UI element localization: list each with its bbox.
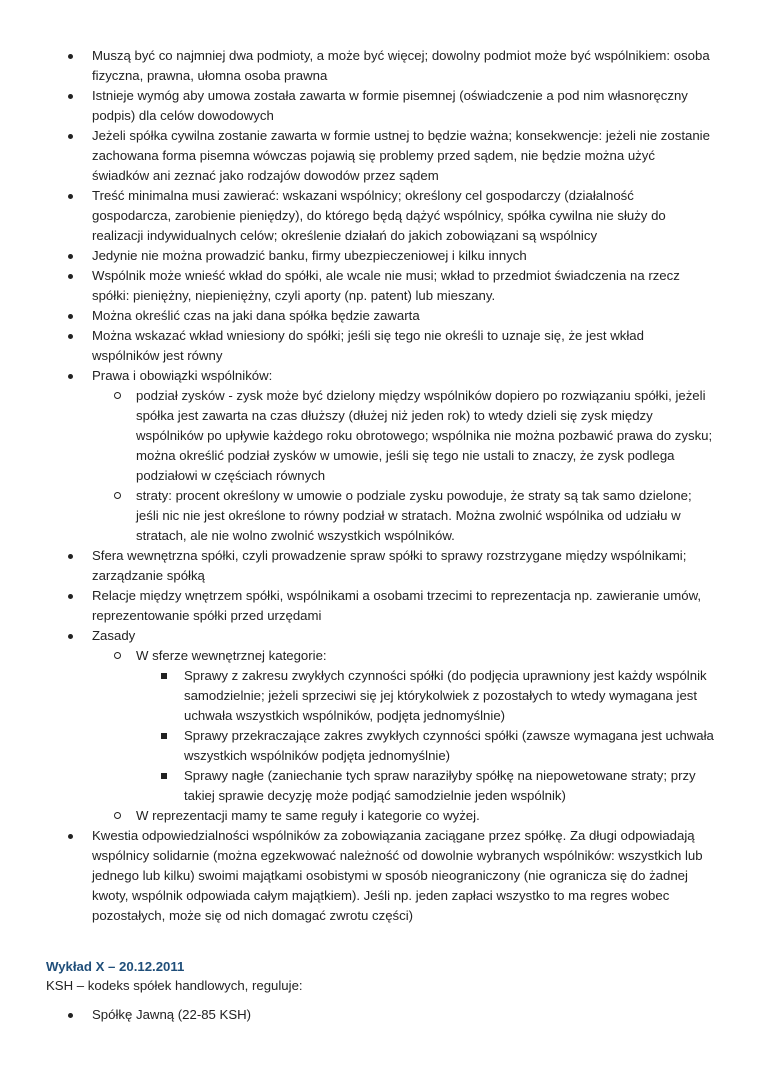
list-item: Jedynie nie można prowadzić banku, firmy ubezpieczeniowej i kilku innych xyxy=(92,246,714,266)
category-item: Sprawy z zakresu zwykłych czynności spółki (do podjęcia uprawniony jest każdy wspólnik samodzielnie; jeżeli sprzeciwi się jej którykolwiek z pozostałych to wtedy wymagana jest uchwała wszystkich wspólników, podjęta jednomyślnie) xyxy=(184,666,714,726)
sub-list-item: W reprezentacji mamy te same reguły i kategorie co wyżej. xyxy=(136,806,714,826)
category-item: Sprawy nagłe (zaniechanie tych spraw naraziłyby spółkę na niepowetowane straty; przy takiej sprawie decyzję może podjąć samodzielnie jeden wspólnik) xyxy=(184,766,714,806)
category-item: Sprawy przekraczające zakres zwykłych czynności spółki (zawsze wymagana jest uchwała wszystkich wspólników podjęta jednomyślnie) xyxy=(184,726,714,766)
sub-list-item: W sferze wewnętrznej kategorie: Sprawy z zakresu zwykłych czynności spółki (do podjęcia uprawniony jest każdy wspólnik samodzielnie; jeżeli sprzeciwi się jej którykolwiek z pozostałych to wtedy wymagana jest uchwała wszystkich wspólników, podjęta jednomyślnie) Sprawy przekraczające zakres zwykłych czynności spółki (zawsze wymagana jest uchwała wszystkich wspólników podjęta jednomyślnie) Sprawy nagłe (zaniechanie tych spraw naraziłyby spółkę na niepowetowane straty; przy takiej sprawie decyzję może podjąć samodzielnie jeden wspólnik) xyxy=(136,646,714,806)
list-item: Relacje między wnętrzem spółki, wspólnikami a osobami trzecimi to reprezentacja np. zawieranie umów, reprezentowanie spółki przed urzędami xyxy=(92,586,714,626)
bullet-icon xyxy=(68,594,73,599)
bullet-icon xyxy=(68,1013,73,1018)
square-bullet-icon xyxy=(161,773,167,779)
notes-list xyxy=(92,46,714,926)
rights-sublist xyxy=(136,386,714,546)
list-item: Jeżeli spółka cywilna zostanie zawarta w formie ustnej to będzie ważna; konsekwencje: jeżeli nie zostanie zachowana forma pisemna wówczas pojawią się problemy przed sądem, nie będzie można użyć świadków ani zeznać jako rodzajów dowodów przez sądem xyxy=(92,126,714,186)
bullet-icon xyxy=(68,554,73,559)
list-item: Treść minimalna musi zawierać: wskazani wspólnicy; określony cel gospodarczy (działalność gospodarcza, zarobienie pieniędzy), do którego będą dążyć wspólnicy, spółka cywilna nie służy do realizacji indywidualnych celów; określenie działań do jakich zobowiązani są wspólnicy xyxy=(92,186,714,246)
internal-categories-list xyxy=(184,666,714,806)
circle-bullet-icon xyxy=(114,392,121,399)
list-item-zasady: Zasady W sferze wewnętrznej kategorie: Sprawy z zakresu zwykłych czynności spółki (do podjęcia uprawniony jest każdy wspólnik samodzielnie; jeżeli sprzeciwi się jej którykolwiek z pozostałych to wtedy wymagana jest uchwała wszystkich wspólników, podjęta jednomyślnie) Sprawy przekraczające zakres zwykłych czynności spółki (zawsze wymagana jest uchwała wszystkich wspólników podjęta jednomyślnie) Sprawy nagłe (zaniechanie tych spraw naraziłyby spółkę na niepowetowane straty; przy takiej sprawie decyzję może podjąć samodzielnie jeden wspólnik) W reprezentacji mamy te same reguły i kategorie co wyżej. xyxy=(92,626,714,826)
zasady-sublist xyxy=(136,646,714,826)
list-item: Wspólnik może wnieść wkład do spółki, ale wcale nie musi; wkład to przedmiot świadczenia na rzecz spółki: pieniężny, niepieniężny, czyli aporty (np. patent) lub mieszany. xyxy=(92,266,714,306)
bullet-icon xyxy=(68,94,73,99)
list-item: Sfera wewnętrzna spółki, czyli prowadzenie spraw spółki to sprawy rozstrzygane między wspólnikami; zarządzanie spółką xyxy=(92,546,714,586)
list-item: Spółkę Jawną (22-85 KSH) xyxy=(92,1005,714,1025)
bullet-icon xyxy=(68,334,73,339)
bullet-icon xyxy=(68,194,73,199)
list-item: Można wskazać wkład wniesiony do spółki; jeśli się tego nie określi to uznaje się, że jest wkład wspólników jest równy xyxy=(92,326,714,366)
square-bullet-icon xyxy=(161,673,167,679)
list-item-liability: Kwestia odpowiedzialności wspólników za zobowiązania zaciągane przez spółkę. Za długi odpowiadają wspólnicy solidarnie (można egzekwować należność od dowolnie wybranych wspólników: wszystkich lub jednego lub kilku) swoimi majątkami osobistymi w sposób nieograniczony (nie ogranicza się do żadnej kwoty, wspólnik odpowiada całym majątkiem). Jeśli np. jeden zapłaci wszystko to ma regres wobec pozostałych, może się od nich domagać zwrotu części) xyxy=(92,826,714,926)
square-bullet-icon xyxy=(161,733,167,739)
circle-bullet-icon xyxy=(114,812,121,819)
list-item: Muszą być co najmniej dwa podmioty, a może być więcej; dowolny podmiot może być wspólnikiem: osoba fizyczna, prawna, ułomna osoba prawna xyxy=(92,46,714,86)
list-item-rights: Prawa i obowiązki wspólników: podział zysków - zysk może być dzielony między wspólników dopiero po rozwiązaniu spółki, jeżeli spółka jest zawarta na czas dłuższy (dłużej niż jeden rok) to wtedy dzieli się zysk między wspólników po upływie każdego roku obrotowego; wspólnika nie można pozbawić prawa do zysku; można określić podział zysków w umowie, jeśli się tego nie ustali to znaczy, że zysk podlega podziałowi w częściach równych straty: procent określony w umowie o podziale zysku powoduje, że straty są tak samo dzielone; jeśli nic nie jest określone to równy podział w stratach. Można zwolnić wspólnika od udziału w stratach, ale nie wolno zwolnić wszystkich wspólników. xyxy=(92,366,714,546)
ksh-list xyxy=(92,1005,714,1025)
bullet-icon xyxy=(68,834,73,839)
sub-list-item: podział zysków - zysk może być dzielony między wspólników dopiero po rozwiązaniu spółki, jeżeli spółka jest zawarta na czas dłuższy (dłużej niż jeden rok) to wtedy dzieli się zysk między wspólników po upływie każdego roku obrotowego; wspólnika nie można pozbawić prawa do zysku; można określić podział zysków w umowie, jeśli się tego nie ustali to znaczy, że zysk podlega podziałowi w częściach równych xyxy=(136,386,714,486)
bullet-icon xyxy=(68,634,73,639)
bullet-icon xyxy=(68,254,73,259)
sub-list-item: straty: procent określony w umowie o podziale zysku powoduje, że straty są tak samo dzielone; jeśli nic nie jest określone to równy podział w stratach. Można zwolnić wspólnika od udziału w stratach, ale nie wolno zwolnić wszystkich wspólników. xyxy=(136,486,714,546)
bullet-icon xyxy=(68,374,73,379)
bullet-icon xyxy=(68,134,73,139)
bullet-icon xyxy=(68,54,73,59)
list-item: Istnieje wymóg aby umowa została zawarta w formie pisemnej (oświadczenie a pod nim własnoręczny podpis) dla celów dowodowych xyxy=(92,86,714,126)
lecture-intro: KSH – kodeks spółek handlowych, reguluje: xyxy=(46,978,303,993)
bullet-icon xyxy=(68,274,73,279)
circle-bullet-icon xyxy=(114,652,121,659)
circle-bullet-icon xyxy=(114,492,121,499)
lecture-heading: Wykład X – 20.12.2011 xyxy=(46,959,185,974)
list-item: Można określić czas na jaki dana spółka będzie zawarta xyxy=(92,306,714,326)
bullet-icon xyxy=(68,314,73,319)
